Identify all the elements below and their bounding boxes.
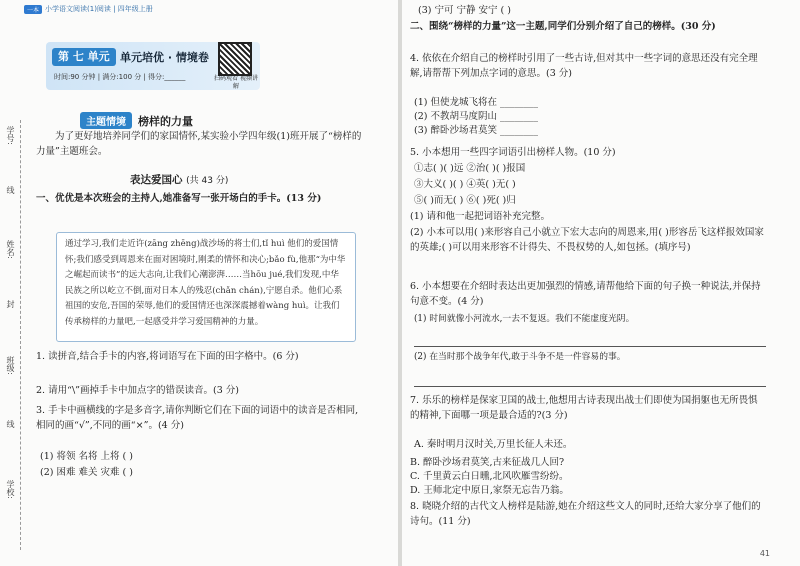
q3-item-2: (2) 困难 难关 灾难 ( ) <box>40 467 133 478</box>
side-label-class: 班级: <box>6 356 15 375</box>
host-card-text: 通过学习,我们走近许(zāng zhēng)战沙场的将士们,tǐ huì 他们的爱国情怀;我们感受到周恩来在面对困境时,刚柔的情怀和决心;bǎo fù,他那“为中华之崛起而读书”的远大志向,让我们心潮澎湃……当hōu jué,我们发现,中华民族之所以屹立不倒,面对日本人的残忍(chǎn chán),宁愿自杀。他们心系祖国的安危,吾国的荣辱,他们的爱国情还也深深震撼着wàng huì。让我们传承榜样的力量吧,一起感受并学习爱国精神的力量。 <box>65 239 346 327</box>
theme-chip: 主题情境 <box>80 112 132 129</box>
unit-label: 第 七 单元 <box>52 48 116 66</box>
page-fold <box>398 0 402 566</box>
q3-item-1: (1) 将领 名将 上将 ( ) <box>40 451 133 462</box>
section1-title: 表达爱国心 <box>130 174 183 186</box>
q7-option-c: C. 千里黄云白日曛,北风吹雁雪纷纷。 <box>410 471 569 482</box>
side-label-name: 姓名: <box>6 240 15 259</box>
q6-item-2: (2) 在当时那个战争年代,敢于斗争不是一件容易的事。 <box>414 352 626 362</box>
intro-text: 为了更好地培养同学们的家国情怀,某实验小学四年级(1)班开展了“榜样的力量”主题班会。 <box>36 131 362 157</box>
q1-text: 1. 读拼音,结合手卡的内容,将词语写在下面的田字格中。(6 分) <box>36 351 299 362</box>
q2-text: 2. 请用“\”画掉手卡中加点字的错误读音。(3 分) <box>36 385 239 396</box>
side-label-school: 学校: <box>6 480 15 499</box>
q3-text: 3. 手卡中画横线的字是多音字,请你判断它们在下面的词语中的读音是否相同,相同的画“√”,不同的画“×”。(4 分) <box>36 405 359 431</box>
header-tag: 一本 <box>24 5 42 14</box>
side-label-seal: 封 <box>6 300 15 308</box>
q5-sub-2: (2) 小本可以用( )来形容自己小就立下宏大志向的周恩来,用( )形容岳飞这样报效国家的英雄;( )可以用来形容不计得失、不畏权势的人,如包拯。(填序号) <box>410 227 764 253</box>
binding-margin <box>2 120 21 550</box>
q5-row-3: ⑤( )而无( ) ⑥( )死( )归 <box>414 195 516 206</box>
theme-heading <box>80 112 193 129</box>
side-label-student-id: 学号: <box>6 126 15 145</box>
side-label-line: 线 <box>6 186 15 194</box>
qr-caption: 扫码观看 视频讲解 <box>214 75 258 90</box>
q5-text: 5. 小本想用一些四字词语引出榜样人物。(10 分) <box>410 147 616 158</box>
side-label-line2: 线 <box>6 420 15 428</box>
q6-text: 6. 小本想要在介绍时表达出更加强烈的情感,请帮他给下面的句子换一种说法,并保持句意不变。(4 分) <box>410 281 761 307</box>
q5-row-1: ①志( )( )远 ②治( )( )报国 <box>414 163 526 174</box>
answer-line <box>414 346 766 347</box>
theme-name: 榜样的力量 <box>138 114 193 128</box>
q7-option-b: B. 醉卧沙场君莫笑,古来征战几人回? <box>410 457 565 468</box>
q4-item-3: (3) 醉卧沙场君莫笑 ________ <box>414 125 538 136</box>
qr-code-icon[interactable] <box>218 42 252 76</box>
host-card <box>56 232 356 342</box>
q7-option-a: A. 秦时明月汉时关,万里长征人未还。 <box>414 439 573 450</box>
header-text: 小学语文阅读(1)阅读 | 四年级上册 <box>45 5 153 13</box>
q4-item-1: (1) 但使龙城飞将在 ________ <box>414 97 538 108</box>
q7-text: 7. 乐乐的榜样是保家卫国的战士,他想用古诗表现出战士们即使为国捐躯也无所畏惧的精神,下面哪一项是最合适的?(3 分) <box>410 395 758 421</box>
question-1-prompt: 一、优优是本次班会的主持人,她准备写一张开场白的手卡。(13 分) <box>36 193 322 204</box>
r-q3-item-3: (3) 宁可 宁静 安宁 ( ) <box>418 5 511 16</box>
unit-meta: 时间:90 分钟 | 满分:100 分 | 得分:______ <box>54 73 186 81</box>
q5-row-2: ③大义( )( ) ④英( )无( ) <box>414 179 516 190</box>
q7-option-d: D. 王师北定中原日,家祭无忘告乃翁。 <box>410 485 569 496</box>
q5-sub-1: (1) 请和他一起把词语补充完整。 <box>410 211 550 222</box>
q4-item-2: (2) 不教胡马度阴山 ________ <box>414 111 538 122</box>
q8-text: 8. 晓晓介绍的古代文人榜样是陆游,她在介绍这些文人的同时,还给大家分享了他们的诗句。(11 分) <box>410 501 761 527</box>
q4-text: 4. 依依在介绍自己的榜样时引用了一些古诗,但对其中一些字词的意思还没有完全理解,请帮帮下列加点字词的意思。(3 分) <box>410 53 758 79</box>
answer-line-2 <box>414 386 766 387</box>
q6-item-1: (1) 时间就像小河流水,一去不复返。我们不能虚度光阴。 <box>414 314 635 324</box>
question-2-prompt: 二、围绕“榜样的力量”这一主题,同学们分别介绍了自己的榜样。(30 分) <box>410 21 716 32</box>
section1-heading <box>130 172 228 187</box>
page-header <box>24 4 153 14</box>
unit-title: 单元培优 · 情境卷 <box>120 51 209 64</box>
page-number: 41 <box>759 549 770 558</box>
section1-score: (共 43 分) <box>186 176 229 186</box>
